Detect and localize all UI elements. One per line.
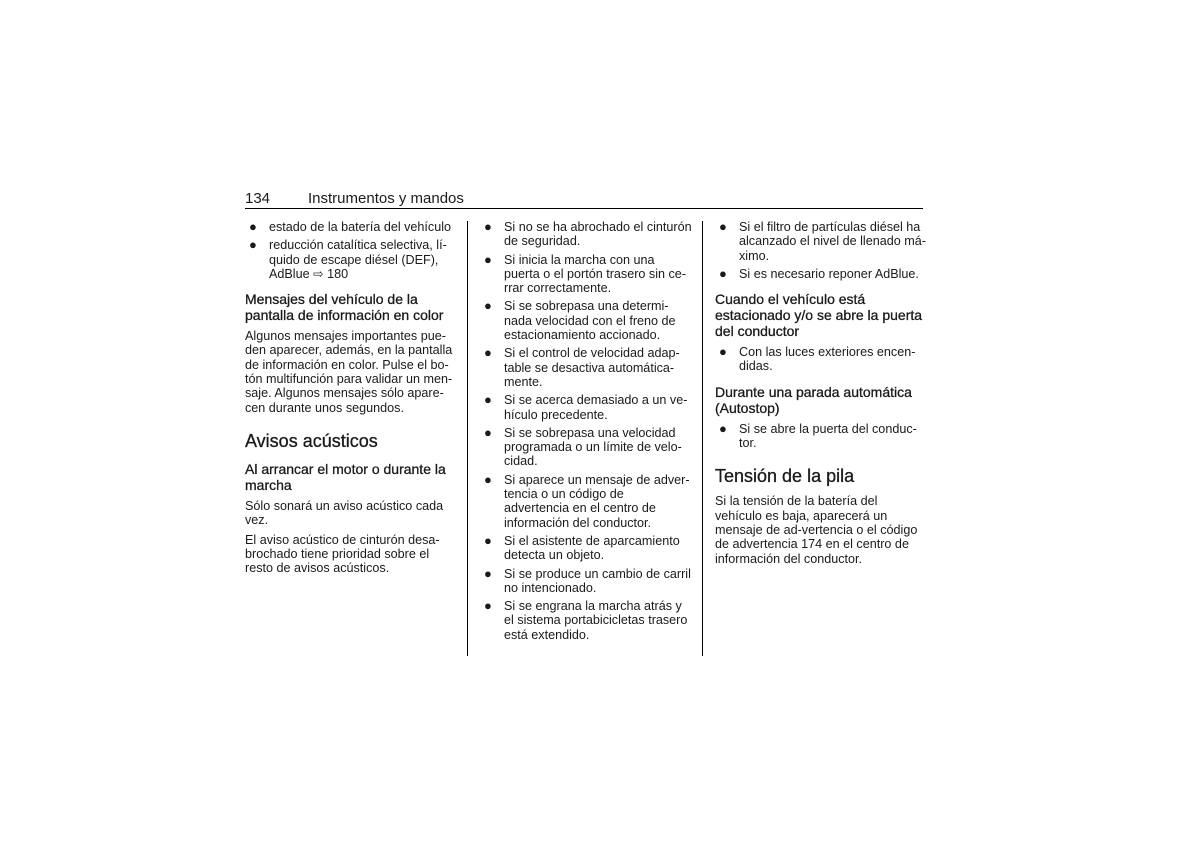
heading-tension-pila: Tensión de la pila (715, 466, 855, 487)
list-item (245, 238, 455, 281)
bullet-icon: ● (484, 532, 492, 548)
list-item (715, 422, 927, 451)
list-item-text: Si se sobrepasa una velocidad programada o un límite de velo-cidad. (504, 425, 682, 469)
list-item (480, 253, 692, 296)
column-divider (467, 221, 468, 656)
column-1 (245, 220, 455, 580)
column-3 (715, 220, 927, 571)
list-item (480, 473, 692, 530)
bullet-icon: ● (484, 471, 492, 487)
bullet-icon: ● (484, 598, 492, 614)
column-2 (480, 220, 692, 646)
list-item (715, 220, 927, 263)
list-item-text: Si se sobrepasa una determi-nada velocidad con el freno de estacionamiento accionado. (504, 299, 676, 343)
bullet-icon: ● (249, 237, 257, 253)
heading-vehicle-messages: Mensajes del vehículo de la pantalla de información en color (245, 291, 444, 324)
bullet-icon: ● (484, 345, 492, 361)
list-item (480, 299, 692, 342)
paragraph: El aviso acústico de cinturón desa-brochado tiene prioridad sobre el resto de avisos acústicos. (245, 532, 440, 576)
paragraph: Si la tensión de la batería del vehículo es baja, aparecerá un mensaje de ad-vertencia o el código de advertencia 174 en el centro de información del conductor. (715, 494, 918, 566)
list-item-text: Si inicia la marcha con una puerta o el portón trasero sin ce-rrar correctamente. (504, 252, 687, 296)
list-item-text: reducción catalítica selectiva, lí-quido de escape diésel (DEF), AdBlue ⇨ 180 (269, 238, 447, 281)
section-title: Instrumentos y mandos (308, 190, 464, 207)
heading-al-arrancar: Al arrancar el motor o durante la marcha (245, 460, 446, 493)
list-item (245, 220, 455, 234)
bullet-icon: ● (484, 298, 492, 314)
bullet-icon: ● (484, 219, 492, 234)
bullet-icon: ● (719, 219, 727, 234)
list-item-text: estado de la batería del vehículo (269, 220, 452, 234)
list-item-text: Si se produce un cambio de carril no intencionado. (504, 566, 691, 595)
bullet-list (480, 220, 692, 642)
list-item-text: Si el asistente de aparcamiento detecta un objeto. (504, 533, 680, 563)
bullet-icon: ● (484, 424, 492, 440)
bullet-icon: ● (719, 420, 727, 436)
list-item (480, 567, 692, 596)
list-item-text: Si se engrana la marcha atrás y el sistema portabicicletas trasero está extendido. (504, 599, 688, 642)
bullet-icon: ● (484, 565, 492, 581)
heading-autostop: Durante una parada automática (Autostop) (715, 383, 912, 416)
bullet-list (715, 422, 927, 451)
list-item (480, 393, 692, 422)
list-item (480, 346, 692, 389)
list-item-text: Si es necesario reponer AdBlue. (739, 266, 919, 281)
list-item-text: Si el filtro de partículas diésel ha alcanzado el nivel de llenado má-ximo. (739, 220, 926, 263)
list-item (715, 267, 927, 281)
bullet-list (245, 220, 455, 281)
bullet-icon: ● (249, 219, 257, 234)
bullet-icon: ● (719, 265, 727, 281)
page-header (245, 188, 923, 209)
heading-parked: Cuando el vehículo está estacionado y/o se abre la puerta del conductor (715, 291, 923, 340)
list-item (480, 220, 692, 249)
heading-avisos-acusticos: Avisos acústicos (245, 430, 378, 451)
bullet-icon: ● (484, 251, 492, 267)
bullet-list (715, 220, 927, 281)
list-item (715, 345, 927, 374)
paragraph: Algunos mensajes importantes pue-den aparecer, además, en la pantalla de información en color. Pulse el bo-tón multifunción para validar un men-saje. Algunos mensajes sólo apare-cen durante unos segundos. (245, 329, 453, 415)
list-item-text: Si se abre la puerta del conduc-tor. (739, 421, 917, 451)
list-item-text: Si se acerca demasiado a un ve-hículo precedente. (504, 393, 688, 422)
list-item (480, 534, 692, 563)
list-item-text: Si no se ha abrochado el cinturón de seguridad. (504, 220, 692, 249)
column-divider (702, 221, 703, 656)
bullet-icon: ● (719, 344, 727, 360)
list-item (480, 599, 692, 642)
bullet-list (715, 345, 927, 374)
paragraph: Sólo sonará un aviso acústico cada vez. (245, 498, 444, 528)
bullet-icon: ● (484, 392, 492, 408)
list-item-text: Con las luces exteriores encen-didas. (739, 345, 916, 374)
list-item-text: Si el control de velocidad adap-table se desactiva automática-mente. (504, 346, 680, 389)
list-item (480, 426, 692, 469)
page-number: 134 (245, 190, 271, 207)
list-item-text: Si aparece un mensaje de adver-tencia o un código de advertencia en el centro de información del conductor. (504, 472, 690, 530)
